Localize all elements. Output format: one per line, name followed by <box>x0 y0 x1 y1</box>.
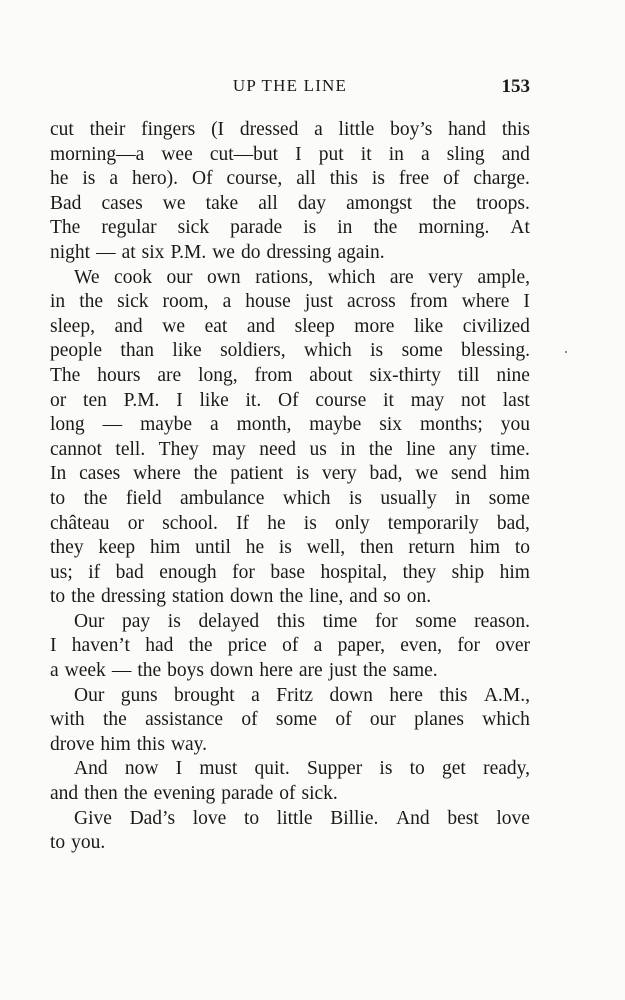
text-line: drove him this way. <box>50 733 208 755</box>
running-title: UP THE LINE <box>232 76 348 95</box>
text-line: The regular sick parade is in the morning. At <box>50 217 530 239</box>
text-line: sleep, and we eat and sleep more like civilized <box>50 315 530 337</box>
text-line: And now I must quit. Supper is to get ready, <box>74 758 530 780</box>
text-line: and then the evening parade of sick. <box>50 783 338 805</box>
text-line: people than like soldiers, which is some blessing. <box>50 340 530 362</box>
text-line: The hours are long, from about six-thirty till nine <box>50 364 530 386</box>
text-line: he is a hero). Of course, all this is free of charge. <box>50 168 530 190</box>
body-text <box>50 118 530 856</box>
text-line: Our pay is delayed this time for some reason. <box>74 610 530 632</box>
text-line: morning—a wee cut—but I put it in a sling and <box>50 143 530 165</box>
text-line: to you. <box>50 832 106 854</box>
text-line: cannot tell. They may need us in the line any time. <box>50 438 530 460</box>
text-line: a week — the boys down here are just the same. <box>50 660 438 682</box>
text-line: or ten P.M. I like it. Of course it may not last <box>50 389 530 411</box>
running-head <box>50 76 530 102</box>
text-line: cut their fingers (I dressed a little boy’s hand this <box>50 119 530 140</box>
text-line: they keep him until he is well, then return him to <box>50 537 530 559</box>
text-line: château or school. If he is only temporarily bad, <box>50 512 530 534</box>
text-line: us; if bad enough for base hospital, they ship him <box>50 561 530 583</box>
text-line: with the assistance of some of our planes which <box>50 709 530 731</box>
text-line: I haven’t had the price of a paper, even, for over <box>50 635 530 657</box>
text-line: Bad cases we take all day amongst the troops. <box>50 192 530 214</box>
text-line: We cook our own rations, which are very ample, <box>74 266 530 288</box>
text-line: Give Dad’s love to little Billie. And best love <box>74 807 530 829</box>
text-line: Our guns brought a Fritz down here this A.M., <box>74 684 530 706</box>
text-line: in the sick room, a house just across from where I <box>50 291 530 313</box>
text-line: In cases where the patient is very bad, we send him <box>50 463 530 485</box>
text-line: to the dressing station down the line, and so on. <box>50 586 432 608</box>
text-line: night — at six P.M. we do dressing again. <box>50 241 385 263</box>
text-line: long — maybe a month, maybe six months; you <box>50 414 530 436</box>
text-line: to the field ambulance which is usually in some <box>50 487 530 509</box>
page-number: 153 <box>501 76 530 97</box>
print-speck <box>565 351 567 353</box>
